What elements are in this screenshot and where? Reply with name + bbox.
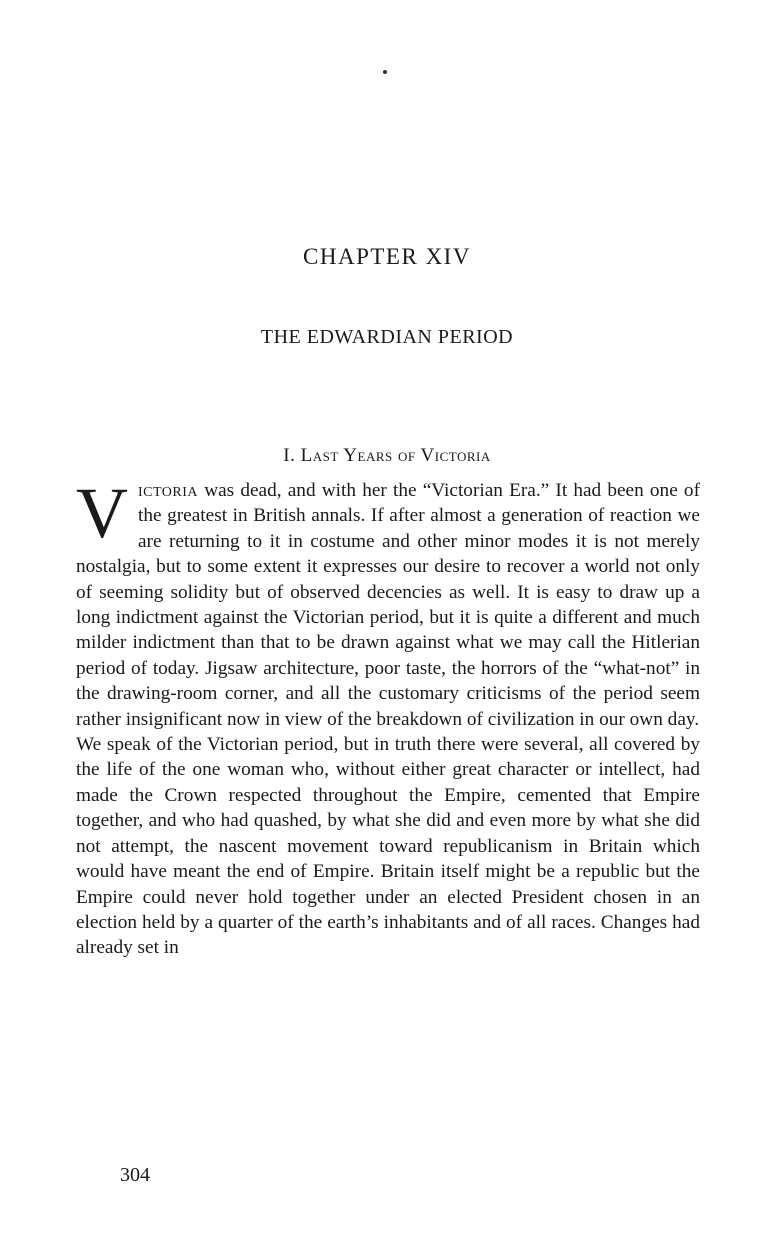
paragraph-second: We speak of the Victorian period, but in truth there were several, all covered by the life of the one woman who, without either great character or intellect, had made the Crown respected throughout the Empire, cemented that Empire together, and who had quashed, by what she did and even more by what she did not attempt, the nascent movement toward republicanism in Britain which would have meant the end of Empire. Britain itself might be a republic but the Empire could never hold together under an elected President chosen in an election held by a quarter of the earth’s inhabitants and of all races. Changes had already set in [76, 734, 700, 959]
body-text [76, 473, 700, 961]
section-heading: I. Last Years of Victoria [283, 445, 491, 466]
ink-speck [383, 70, 387, 74]
chapter-number: CHAPTER XIV [303, 244, 471, 269]
chapter-title: THE EDWARDIAN PERIOD [260, 326, 514, 348]
page-number: 304 [120, 1164, 150, 1186]
lead-in-small-caps: ictoria [138, 480, 199, 501]
paragraph-first [76, 473, 700, 732]
drop-cap: V [76, 473, 128, 553]
paragraph-first-text: was dead, and with her the “Victorian Era.” It had been one of the greatest in British annals. If after almost a generation of reaction we are returning to it in costume and other minor modes it is not merely nostalgia, but to some extent it expresses our desire to recover a world not only of seeming solidity but of observed decencies as well. It is easy to draw up a long indictment against the Victorian period, but it is quite a different and much milder indictment than that to be drawn against what we may call the Hitlerian period of today. Jigsaw architecture, poor taste, the horrors of the “what-not” in the drawing-room corner, and all the customary criticisms of the period seem rather insignificant now in view of the breakdown of civilization in our own day. [76, 480, 700, 730]
